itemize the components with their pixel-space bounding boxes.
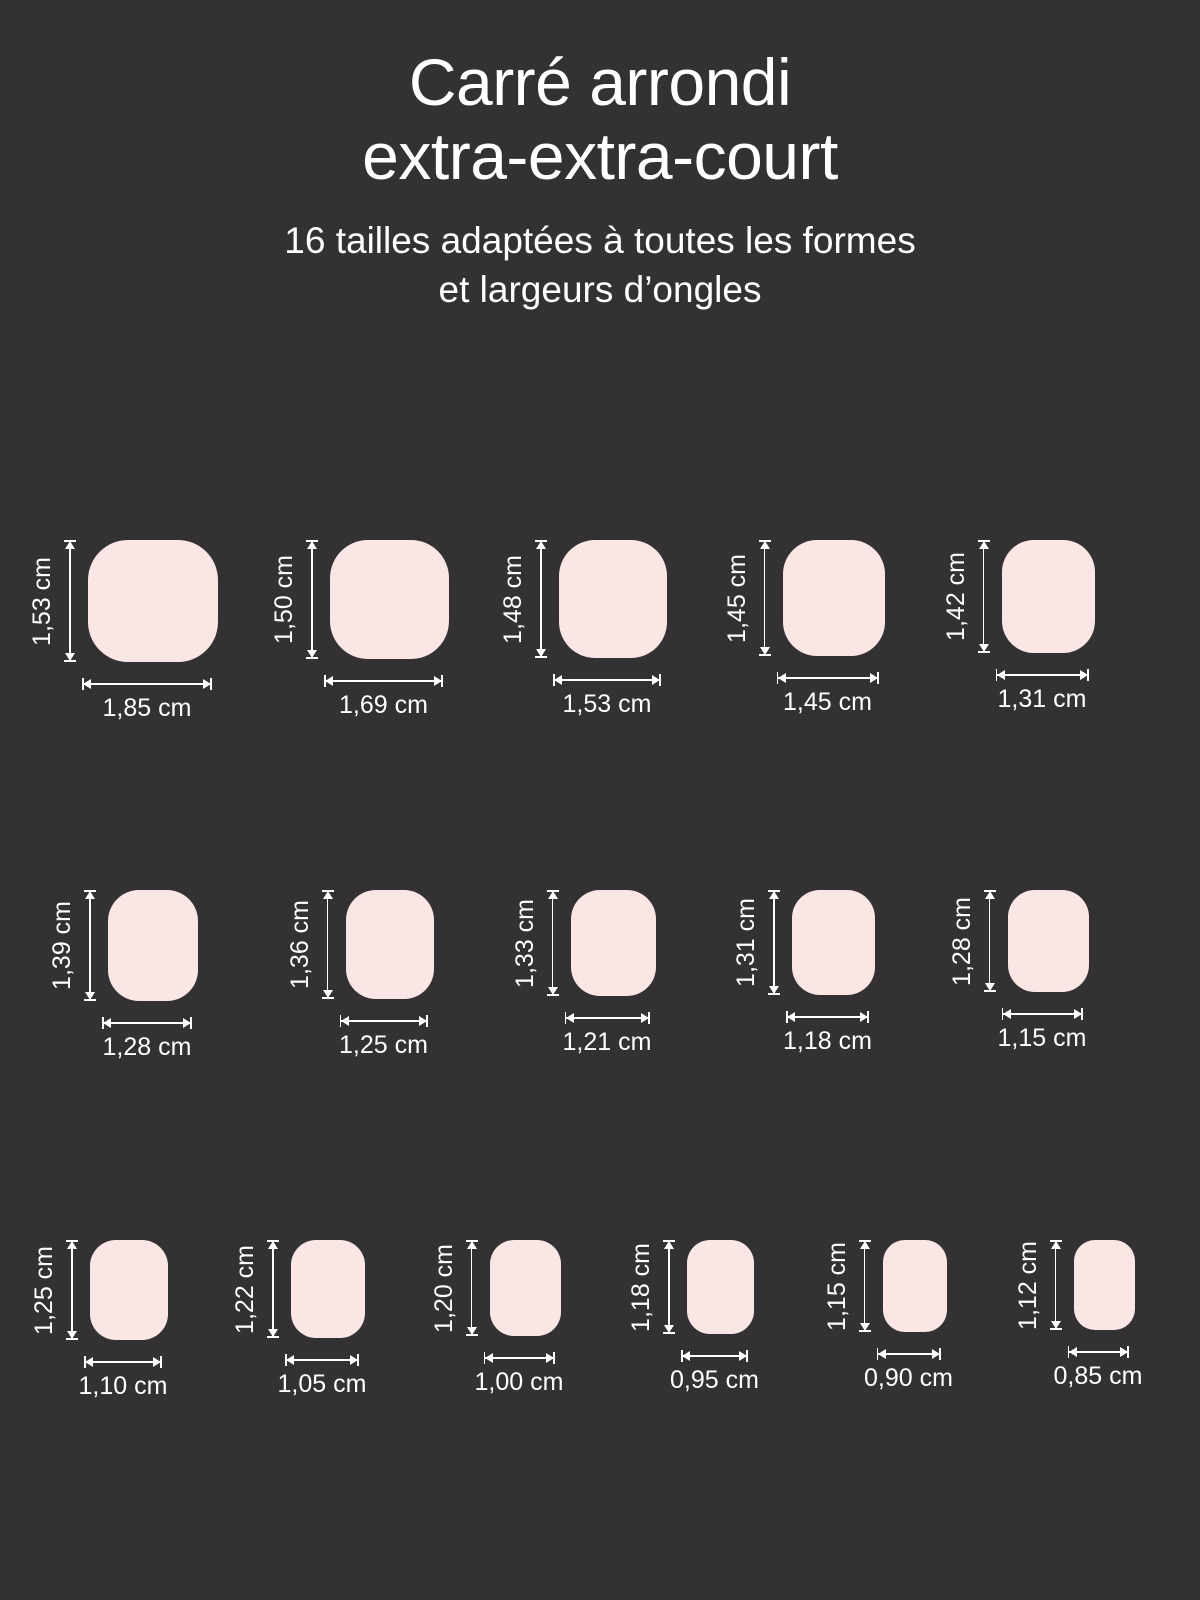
- width-arrow-icon: [1068, 1346, 1129, 1358]
- nail-size-row: [0, 540, 1200, 890]
- nail-shape[interactable]: [346, 890, 434, 999]
- width-label: 1,15 cm: [997, 1024, 1087, 1052]
- height-label: 1,31 cm: [732, 898, 760, 987]
- height-label: 1,15 cm: [822, 1241, 851, 1331]
- nail-size-row: [0, 1240, 1200, 1590]
- height-arrow-icon: [978, 540, 990, 653]
- nail-shape[interactable]: [88, 540, 218, 662]
- width-label: 1,31 cm: [997, 685, 1087, 713]
- width-label: 1,05 cm: [277, 1370, 367, 1398]
- width-arrow-icon: [996, 669, 1089, 681]
- height-measure: [32, 1240, 78, 1340]
- width-measure: [777, 672, 879, 715]
- width-arrow-icon: [340, 1015, 428, 1027]
- width-measure: [563, 1012, 652, 1055]
- nail-size-visual: [941, 540, 1095, 653]
- width-label: 0,85 cm: [1053, 1362, 1143, 1390]
- height-arrow-icon: [663, 1240, 675, 1334]
- nail-size-visual: [30, 540, 218, 662]
- page-title-line2: extra-extra-court: [362, 118, 838, 193]
- height-label: 1,20 cm: [429, 1243, 458, 1333]
- nail-size-item[interactable]: [594, 1240, 789, 1393]
- nail-size-visual: [50, 890, 198, 1001]
- nail-shape[interactable]: [330, 540, 449, 659]
- nail-shape[interactable]: [559, 540, 667, 658]
- nail-shape[interactable]: [571, 890, 656, 996]
- height-arrow-icon: [66, 1240, 78, 1340]
- nail-size-visual: [629, 1240, 754, 1334]
- width-measure: [998, 1008, 1087, 1051]
- nail-shape[interactable]: [792, 890, 875, 995]
- height-arrow-icon: [547, 890, 559, 996]
- width-arrow-icon: [681, 1350, 748, 1362]
- height-arrow-icon: [306, 540, 318, 659]
- height-label: 1,18 cm: [627, 1242, 655, 1332]
- height-label: 1,53 cm: [28, 556, 56, 646]
- nail-size-visual: [233, 1240, 365, 1338]
- width-arrow-icon: [786, 1011, 869, 1023]
- width-measure: [783, 1011, 872, 1054]
- height-label: 1,33 cm: [510, 898, 539, 988]
- nail-size-item[interactable]: [248, 890, 473, 1058]
- width-label: 1,18 cm: [783, 1027, 872, 1055]
- nail-size-visual: [947, 890, 1089, 992]
- width-measure: [339, 1015, 428, 1058]
- width-label: 0,90 cm: [864, 1364, 953, 1392]
- height-label: 1,48 cm: [499, 554, 527, 644]
- height-label: 1,50 cm: [270, 555, 298, 644]
- width-arrow-icon: [84, 1356, 162, 1368]
- height-label: 1,42 cm: [941, 552, 970, 641]
- nail-size-visual: [734, 890, 875, 995]
- height-label: 1,12 cm: [1013, 1240, 1042, 1330]
- height-measure: [429, 1240, 478, 1336]
- width-label: 0,95 cm: [670, 1366, 759, 1394]
- height-arrow-icon: [267, 1240, 279, 1338]
- height-measure: [1013, 1240, 1062, 1330]
- height-label: 1,45 cm: [722, 553, 751, 643]
- width-measure: [864, 1348, 953, 1391]
- nail-size-item[interactable]: [473, 540, 695, 717]
- nail-shape[interactable]: [883, 1240, 947, 1332]
- nail-shape[interactable]: [90, 1240, 168, 1340]
- height-arrow-icon: [759, 540, 771, 656]
- height-measure: [285, 890, 334, 999]
- height-label: 1,22 cm: [231, 1244, 259, 1334]
- height-measure: [734, 890, 780, 995]
- page-title: [100, 46, 1100, 194]
- width-label: 1,45 cm: [783, 688, 872, 716]
- nail-size-item[interactable]: [473, 890, 695, 1055]
- height-arrow-icon: [466, 1240, 478, 1336]
- width-label: 1,00 cm: [474, 1368, 564, 1396]
- width-measure: [102, 1017, 192, 1060]
- nail-size-visual: [272, 540, 449, 659]
- height-label: 1,28 cm: [947, 896, 976, 986]
- width-arrow-icon: [553, 674, 661, 686]
- nail-size-item[interactable]: [914, 540, 1124, 712]
- width-label: 1,25 cm: [339, 1031, 428, 1059]
- height-measure: [510, 890, 559, 996]
- nail-size-grid: [0, 540, 1200, 1590]
- width-measure: [1054, 1346, 1143, 1389]
- nail-size-item[interactable]: [0, 890, 248, 1060]
- width-arrow-icon: [285, 1354, 359, 1366]
- height-arrow-icon: [322, 890, 334, 999]
- height-measure: [501, 540, 547, 658]
- height-arrow-icon: [984, 890, 996, 992]
- nail-size-visual: [822, 1240, 947, 1332]
- nail-size-item[interactable]: [789, 1240, 982, 1391]
- height-arrow-icon: [768, 890, 780, 995]
- width-measure: [475, 1352, 564, 1395]
- nail-shape[interactable]: [291, 1240, 365, 1338]
- height-measure: [941, 540, 990, 653]
- width-arrow-icon: [102, 1017, 192, 1029]
- width-measure: [324, 675, 443, 718]
- width-label: 1,53 cm: [562, 690, 652, 718]
- height-measure: [50, 890, 96, 1001]
- width-measure: [996, 669, 1089, 712]
- width-arrow-icon: [484, 1352, 555, 1364]
- nail-shape[interactable]: [1002, 540, 1095, 653]
- height-arrow-icon: [64, 540, 76, 662]
- width-measure: [82, 678, 212, 721]
- nail-size-visual: [32, 1240, 168, 1340]
- nail-shape[interactable]: [108, 890, 198, 1001]
- height-measure: [629, 1240, 675, 1334]
- nail-size-visual: [510, 890, 656, 996]
- nail-shape[interactable]: [783, 540, 885, 656]
- width-arrow-icon: [877, 1348, 941, 1360]
- width-label: 1,69 cm: [339, 691, 428, 719]
- width-measure: [278, 1354, 367, 1397]
- nail-size-visual: [722, 540, 885, 656]
- width-measure: [79, 1356, 168, 1399]
- nail-size-item[interactable]: [248, 540, 473, 718]
- height-measure: [233, 1240, 279, 1338]
- height-measure: [822, 1240, 871, 1332]
- width-label: 1,28 cm: [102, 1033, 192, 1061]
- width-label: 1,85 cm: [102, 694, 192, 722]
- height-arrow-icon: [1050, 1240, 1062, 1330]
- nail-size-visual: [501, 540, 667, 658]
- page-subtitle-line1: 16 tailles adaptées à toutes les formes: [284, 219, 916, 261]
- width-measure: [553, 674, 661, 717]
- width-arrow-icon: [82, 678, 212, 690]
- width-arrow-icon: [324, 675, 443, 687]
- height-arrow-icon: [535, 540, 547, 658]
- nail-size-item[interactable]: [695, 890, 914, 1054]
- page-subtitle: [140, 216, 1060, 314]
- height-measure: [272, 540, 318, 659]
- nail-size-item[interactable]: [0, 1240, 200, 1399]
- height-measure: [722, 540, 771, 656]
- nail-shape[interactable]: [1074, 1240, 1135, 1330]
- nail-size-item[interactable]: [200, 1240, 398, 1397]
- page-subtitle-line2: et largeurs d’ongles: [438, 269, 762, 311]
- nail-size-item[interactable]: [695, 540, 914, 715]
- nail-shape[interactable]: [490, 1240, 561, 1336]
- nail-size-row: [0, 890, 1200, 1240]
- nail-size-visual: [285, 890, 434, 999]
- height-label: 1,25 cm: [30, 1245, 58, 1335]
- nail-size-item[interactable]: [398, 1240, 594, 1395]
- height-arrow-icon: [859, 1240, 871, 1332]
- width-arrow-icon: [777, 672, 879, 684]
- nail-size-visual: [1013, 1240, 1135, 1330]
- nail-shape[interactable]: [687, 1240, 754, 1334]
- width-measure: [670, 1350, 759, 1393]
- nail-size-item[interactable]: [0, 540, 248, 721]
- height-arrow-icon: [84, 890, 96, 1001]
- height-measure: [30, 540, 76, 662]
- width-arrow-icon: [565, 1012, 650, 1024]
- width-arrow-icon: [1002, 1008, 1083, 1020]
- height-measure: [947, 890, 996, 992]
- nail-size-item[interactable]: [982, 1240, 1168, 1389]
- nail-shape[interactable]: [1008, 890, 1089, 992]
- page-title-line1: Carré arrondi: [408, 45, 792, 119]
- nail-size-visual: [429, 1240, 561, 1336]
- height-label: 1,36 cm: [285, 900, 314, 989]
- page-header: [0, 0, 1200, 314]
- width-label: 1,10 cm: [78, 1372, 168, 1400]
- width-label: 1,21 cm: [562, 1028, 652, 1056]
- height-label: 1,39 cm: [48, 901, 76, 990]
- nail-size-item[interactable]: [914, 890, 1124, 1051]
